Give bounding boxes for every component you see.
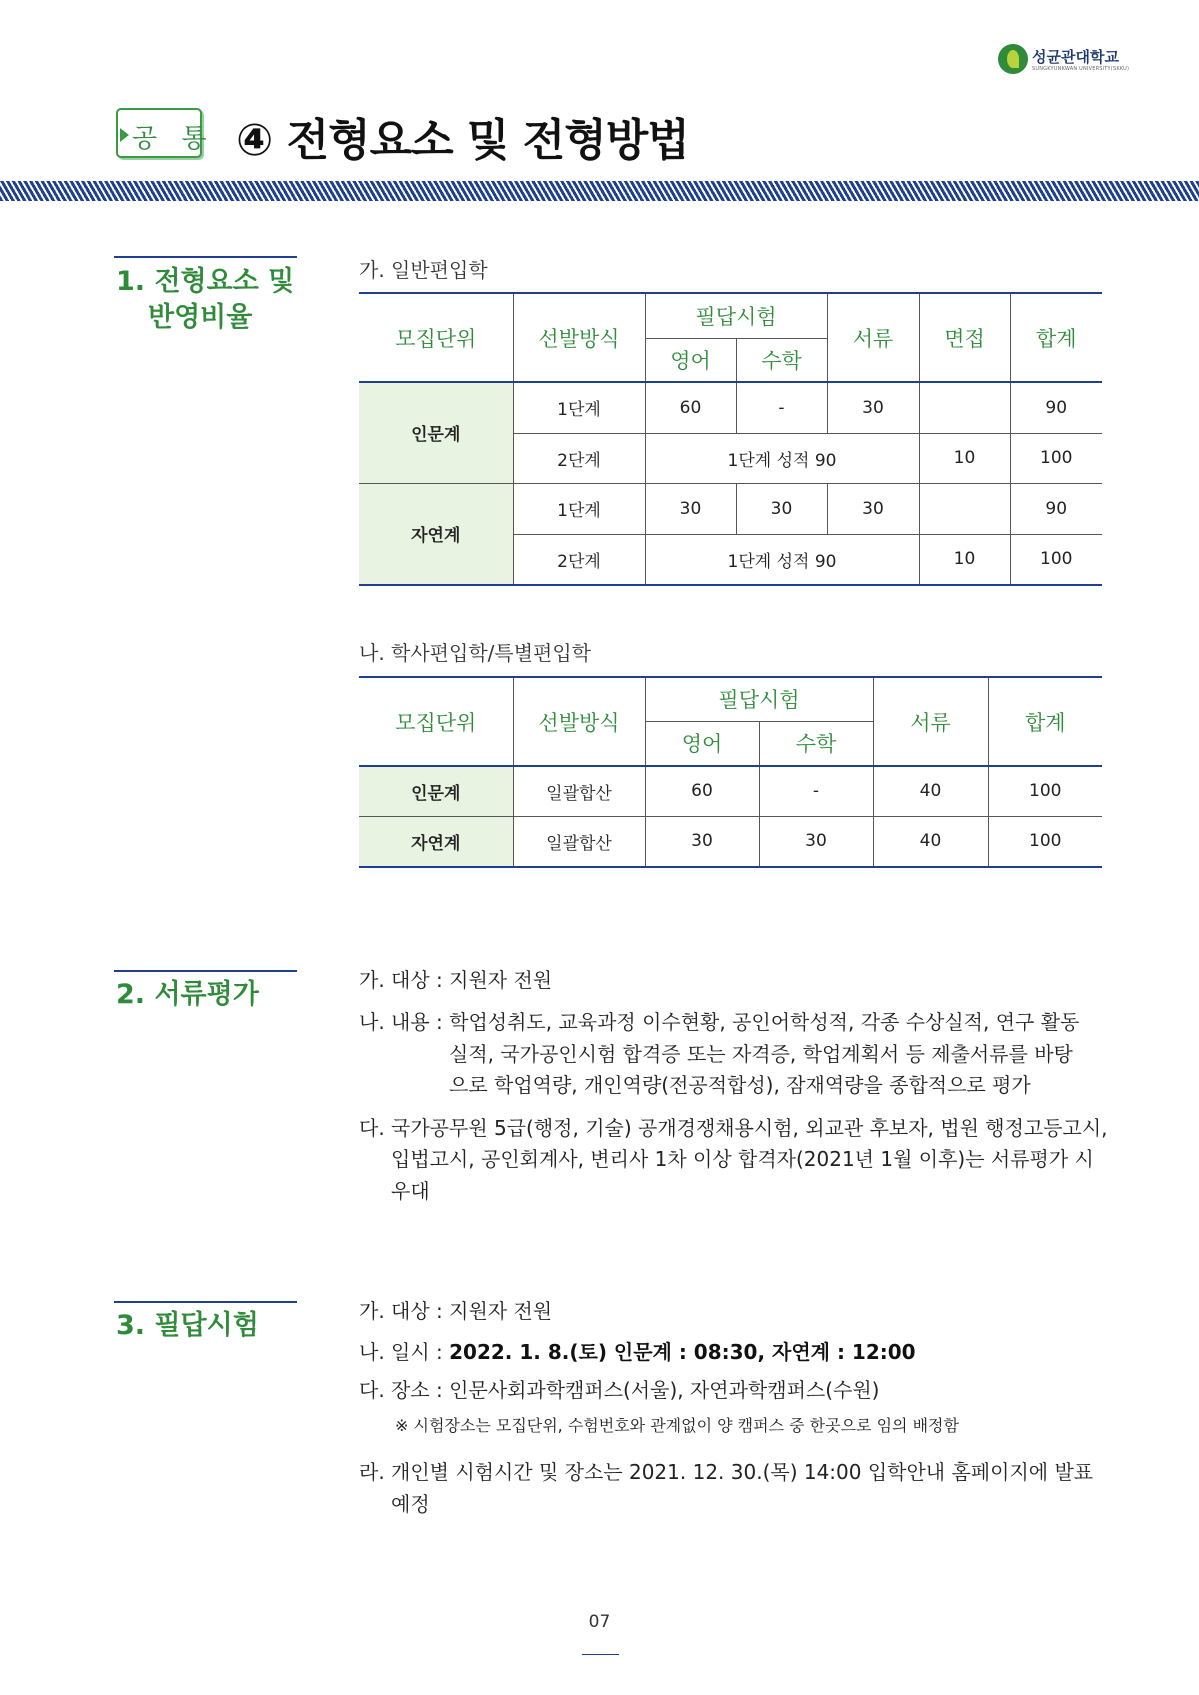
table-row [359, 382, 1102, 433]
section2-item-c-line3: 우대 [391, 1179, 430, 1203]
cell-math: 30 [736, 483, 827, 534]
cell-total: 90 [1010, 483, 1102, 534]
cell-english: 30 [645, 483, 736, 534]
cell-documents: 40 [873, 766, 988, 816]
cell-method: 2단계 [513, 534, 645, 585]
section3-item-d-line1: 라. 개인별 시험시간 및 장소는 2021. 12. 30.(목) 14:00 입학안내 홈페이지에 발표 [359, 1460, 1094, 1484]
section2-item-b-line1: 나. 내용 : 학업성취도, 교육과정 이수현황, 공인어학성적, 각종 수상실적, 연구 활동 [359, 1010, 1080, 1034]
header-unit: 모집단위 [359, 677, 513, 766]
cell-documents: 30 [827, 382, 919, 433]
logo-subtitle: SUNGKYUNKWAN UNIVERSITY(SKKU) [1032, 66, 1130, 72]
header-written-exam: 필답시험 [645, 293, 827, 338]
page-title: ④ 전형요소 및 전형방법 [236, 115, 689, 166]
section3-item-b [359, 1336, 916, 1365]
section3-item-c: 다. 장소 : 인문사회과학캠퍼스(서울), 자연과학캠퍼스(수원) [359, 1378, 880, 1402]
section3-item-b-prefix: 나. 일시 : [359, 1340, 450, 1364]
section2-item-b-line3: 으로 학업역량, 개인역량(전공적합성), 잠재역량을 종합적으로 평가 [449, 1073, 1031, 1097]
section1-title-line1: 1. 전형요소 및 [116, 266, 295, 297]
cell-interview [919, 382, 1010, 433]
section3-exam-datetime: 2022. 1. 8.(토) 인문계 : 08:30, 자연계 : 12:00 [449, 1340, 916, 1364]
cell-method: 일괄합산 [513, 816, 645, 867]
cell-total: 90 [1010, 382, 1102, 433]
section3-rule [114, 1301, 297, 1303]
cell-math: - [759, 766, 873, 816]
header-total: 합계 [988, 677, 1102, 766]
section2-title: 2. 서류평가 [116, 979, 259, 1010]
tag-label: 공 통 [132, 124, 215, 154]
cell-total: 100 [1010, 534, 1102, 585]
table-row [359, 816, 1102, 867]
header-hatch-bar [0, 181, 1199, 201]
page-number-rule [582, 1654, 619, 1655]
common-tag [116, 108, 215, 158]
table-general-transfer [359, 292, 1102, 586]
header-total: 합계 [1010, 293, 1102, 382]
section3-title: 3. 필답시험 [116, 1310, 259, 1341]
section2-item-c-line2: 입법고시, 공인회계사, 변리사 1차 이상 합격자(2021년 1월 이후)는 서류평가 시 [391, 1147, 1094, 1171]
section3-note: ※ 시험장소는 모집단위, 수험번호와 관계없이 양 캠퍼스 중 한곳으로 임의 배정함 [395, 1416, 959, 1435]
table-row [359, 483, 1102, 534]
cell-english: 60 [645, 382, 736, 433]
section1-title-line2: 반영비율 [148, 302, 253, 333]
cell-total: 100 [1010, 433, 1102, 483]
cell-unit: 인문계 [359, 766, 513, 816]
cell-merged-score: 1단계 성적 90 [645, 433, 919, 483]
section3-item-d-line2: 예정 [391, 1492, 430, 1516]
cell-english: 60 [645, 766, 759, 816]
tag-arrow-icon [120, 128, 129, 142]
cell-method: 2단계 [513, 433, 645, 483]
cell-math: 30 [759, 816, 873, 867]
section1-rule [114, 256, 297, 258]
cell-method: 일괄합산 [513, 766, 645, 816]
section2-item-c-line1: 다. 국가공무원 5급(행정, 기술) 공개경쟁채용시험, 외교관 후보자, 법원 행정고등고시, [359, 1116, 1108, 1140]
header-documents: 서류 [873, 677, 988, 766]
cell-unit: 자연계 [359, 483, 513, 585]
university-logo [998, 44, 1132, 78]
cell-interview [919, 483, 1010, 534]
table-row [359, 766, 1102, 816]
section2-item-a: 가. 대상 : 지원자 전원 [359, 968, 553, 992]
page-number: 07 [588, 1612, 611, 1632]
cell-method: 1단계 [513, 382, 645, 433]
cell-interview: 10 [919, 534, 1010, 585]
section2-rule [114, 970, 297, 972]
header-math: 수학 [736, 338, 827, 382]
cell-total: 100 [988, 766, 1102, 816]
table-bachelor-transfer [359, 676, 1102, 868]
cell-english: 30 [645, 816, 759, 867]
cell-documents: 30 [827, 483, 919, 534]
header-documents: 서류 [827, 293, 919, 382]
header-english: 영어 [645, 338, 736, 382]
logo-name: 성균관대학교 [1032, 48, 1119, 66]
cell-unit: 자연계 [359, 816, 513, 867]
cell-total: 100 [988, 816, 1102, 867]
header-unit: 모집단위 [359, 293, 513, 382]
cell-unit: 인문계 [359, 382, 513, 483]
header-english: 영어 [645, 721, 759, 766]
subheading-general-transfer: 가. 일반편입학 [359, 258, 488, 282]
header-method: 선발방식 [513, 677, 645, 766]
header-written-exam: 필답시험 [645, 677, 873, 721]
subheading-bachelor-special-transfer: 나. 학사편입학/특별편입학 [359, 641, 591, 665]
section2-item-b-line2: 실적, 국가공인시험 합격증 또는 자격증, 학업계획서 등 제출서류를 바탕 [449, 1042, 1073, 1066]
header-method: 선발방식 [513, 293, 645, 382]
section3-item-a: 가. 대상 : 지원자 전원 [359, 1299, 553, 1323]
header-math: 수학 [759, 721, 873, 766]
logo-leaf-icon [998, 44, 1028, 74]
cell-method: 1단계 [513, 483, 645, 534]
header-interview: 면접 [919, 293, 1010, 382]
section1-title [116, 264, 294, 336]
cell-math: - [736, 382, 827, 433]
cell-documents: 40 [873, 816, 988, 867]
cell-merged-score: 1단계 성적 90 [645, 534, 919, 585]
cell-interview: 10 [919, 433, 1010, 483]
